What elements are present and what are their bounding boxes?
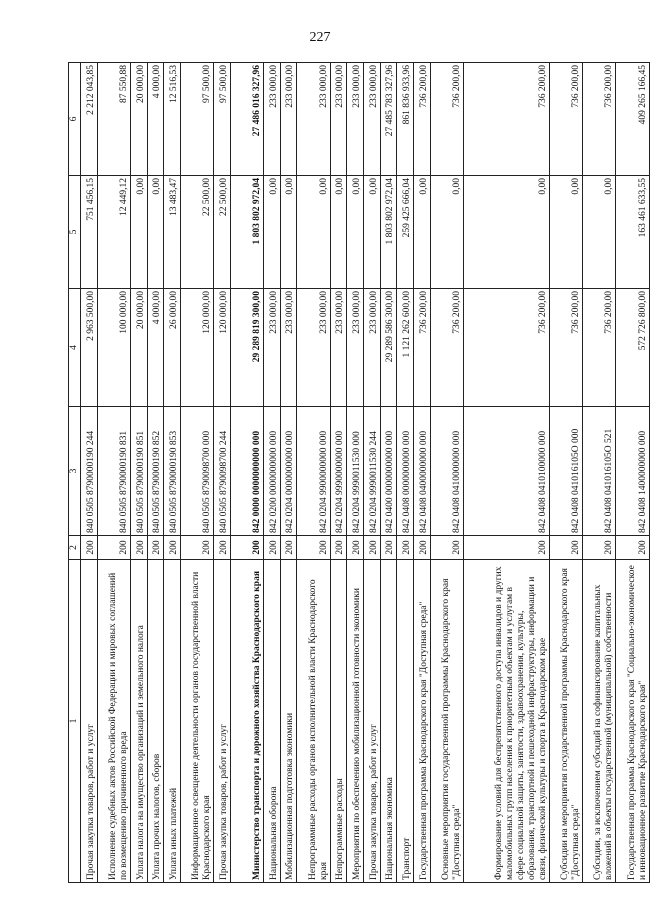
- row-name-cell: Государственная программа Краснодарского края "Доступная среда": [413, 560, 430, 883]
- row-code-cell: 840 0505 8790098700 000: [180, 407, 213, 536]
- row-code-cell: 840 0505 8790000190 852: [147, 407, 164, 536]
- row-col5-cell: 0,00: [280, 176, 297, 289]
- table-row: [330, 63, 347, 883]
- row-name-cell: Субсидии на мероприятия государственной программы Краснодарского края "Доступная среда": [549, 560, 582, 883]
- row-code-cell: 842 0408 041016105О 000: [549, 407, 582, 536]
- table-row: [297, 63, 330, 883]
- row-col4-cell: 736 200,00: [583, 289, 616, 407]
- row-col6-cell: 233 000,00: [347, 63, 364, 176]
- row-col5-cell: 0,00: [463, 176, 549, 289]
- row-col6-cell: 27 485 783 327,96: [380, 63, 397, 176]
- table-row: [147, 63, 164, 883]
- table-row: [230, 63, 263, 883]
- row-col6-cell: 233 000,00: [297, 63, 330, 176]
- row-col5-cell: 0,00: [147, 176, 164, 289]
- row-name-cell: Непрограммные расходы органов исполнительной власти Краснодарского края: [297, 560, 330, 883]
- row-col2-cell: 200: [397, 536, 414, 560]
- row-col6-cell: 4 000,00: [147, 63, 164, 176]
- row-col5-cell: 0,00: [297, 176, 330, 289]
- row-col2-cell: 200: [180, 536, 213, 560]
- row-name-cell: Основные мероприятия государственной программы Краснодарского края "Доступная среда": [430, 560, 463, 883]
- row-name-cell: Транспорт: [397, 560, 414, 883]
- row-col2-cell: 200: [81, 536, 98, 560]
- row-col5-cell: 0,00: [330, 176, 347, 289]
- row-col6-cell: 97 500,00: [180, 63, 213, 176]
- row-col4-cell: 29 289 586 300,00: [380, 289, 397, 407]
- row-col4-cell: 2 963 500,00: [81, 289, 98, 407]
- table-row: [130, 63, 147, 883]
- row-code-cell: 842 0204 9900000000 000: [297, 407, 330, 536]
- table-row: [164, 63, 181, 883]
- row-name-cell: Субсидии, за исключением субсидий на софинансирование капитальных вложений в объекты государственной (муниципальной) собственности: [583, 560, 616, 883]
- row-col5-cell: 0,00: [363, 176, 380, 289]
- row-code-cell: 842 0408 0000000000 000: [397, 407, 414, 536]
- row-code-cell: 842 0204 9990011530 244: [363, 407, 380, 536]
- row-name-cell: Государственная программа Краснодарского края "Социально-экономическое и инновационное развитие Краснодарского края": [616, 560, 650, 883]
- row-col2-cell: 200: [380, 536, 397, 560]
- row-col4-cell: 736 200,00: [463, 289, 549, 407]
- row-col4-cell: 233 000,00: [330, 289, 347, 407]
- row-col5-cell: 0,00: [430, 176, 463, 289]
- row-code-cell: 840 0505 8790000190 853: [164, 407, 181, 536]
- page-number: 227: [309, 30, 331, 45]
- row-name-cell: Прочая закупка товаров, работ и услуг: [214, 560, 231, 883]
- row-code-cell: 842 0200 0000000000 000: [264, 407, 281, 536]
- row-col5-cell: 13 483,47: [164, 176, 181, 289]
- row-name-cell: Уплата налога на имущество организаций и земельного налога: [130, 560, 147, 883]
- row-col5-cell: 751 456,15: [81, 176, 98, 289]
- row-col4-cell: 26 000,00: [164, 289, 181, 407]
- row-col2-cell: 200: [214, 536, 231, 560]
- row-name-cell: Прочая закупка товаров, работ и услуг: [363, 560, 380, 883]
- row-name-cell: Министерство транспорта и дорожного хозяйства Краснодарского края: [230, 560, 263, 883]
- row-col6-cell: 2 212 043,85: [81, 63, 98, 176]
- row-col6-cell: 97 500,00: [214, 63, 231, 176]
- row-code-cell: 842 0408 0400000000 000: [413, 407, 430, 536]
- row-col4-cell: 120 000,00: [214, 289, 231, 407]
- row-col5-cell: 0,00: [347, 176, 364, 289]
- row-code-cell: 842 0408 1400000000 000: [616, 407, 650, 536]
- row-col4-cell: 233 000,00: [297, 289, 330, 407]
- row-col4-cell: 20 000,00: [130, 289, 147, 407]
- table-row: [264, 63, 281, 883]
- row-col5-cell: 0,00: [130, 176, 147, 289]
- row-col2-cell: 200: [264, 536, 281, 560]
- budget-table: [68, 62, 650, 883]
- row-col4-cell: 120 000,00: [180, 289, 213, 407]
- row-name-cell: Исполнение судебных актов Российской Федерации и мировых соглашений по возмещению причиненного вреда: [97, 560, 130, 883]
- row-code-cell: 842 0204 9990000000 000: [330, 407, 347, 536]
- rotated-table-container: [68, 63, 650, 883]
- row-col4-cell: 736 200,00: [549, 289, 582, 407]
- row-col5-cell: 1 803 802 972,04: [380, 176, 397, 289]
- row-col2-cell: 200: [549, 536, 582, 560]
- row-col4-cell: 4 000,00: [147, 289, 164, 407]
- row-col5-cell: 12 449,12: [97, 176, 130, 289]
- row-code-cell: 840 0505 8790000190 851: [130, 407, 147, 536]
- row-col5-cell: 0,00: [264, 176, 281, 289]
- row-col4-cell: 736 200,00: [413, 289, 430, 407]
- row-col2-cell: 200: [330, 536, 347, 560]
- row-col2-cell: 200: [616, 536, 650, 560]
- row-col5-cell: 22 500,00: [214, 176, 231, 289]
- row-col5-cell: 0,00: [413, 176, 430, 289]
- row-col2-cell: 200: [164, 536, 181, 560]
- row-col2-cell: 200: [97, 536, 130, 560]
- row-name-cell: Уплата прочих налогов, сборов: [147, 560, 164, 883]
- col-header-3: 3: [69, 407, 81, 536]
- row-col5-cell: 1 803 802 972,04: [230, 176, 263, 289]
- row-col4-cell: 233 000,00: [363, 289, 380, 407]
- row-col6-cell: 233 000,00: [280, 63, 297, 176]
- row-col6-cell: 861 836 933,96: [397, 63, 414, 176]
- row-col4-cell: 233 000,00: [347, 289, 364, 407]
- col-header-5: 5: [69, 176, 81, 289]
- row-name-cell: Прочая закупка товаров, работ и услуг: [81, 560, 98, 883]
- row-col6-cell: 736 200,00: [413, 63, 430, 176]
- row-code-cell: 840 0505 8790098700 244: [214, 407, 231, 536]
- table-row: [463, 63, 549, 883]
- row-col2-cell: 200: [347, 536, 364, 560]
- row-col5-cell: 163 461 633,55: [616, 176, 650, 289]
- row-col5-cell: 22 500,00: [180, 176, 213, 289]
- table-row: [180, 63, 213, 883]
- table-row: [397, 63, 414, 883]
- row-code-cell: 840 0505 8790000190 244: [81, 407, 98, 536]
- row-col5-cell: 0,00: [583, 176, 616, 289]
- row-name-cell: Мероприятия по обеспечению мобилизационной готовности экономики: [347, 560, 364, 883]
- row-name-cell: Национальная экономика: [380, 560, 397, 883]
- row-col2-cell: 200: [583, 536, 616, 560]
- row-col6-cell: 736 200,00: [549, 63, 582, 176]
- row-code-cell: 842 0408 0410100000 000: [463, 407, 549, 536]
- table-row: [380, 63, 397, 883]
- table-row: [616, 63, 650, 883]
- row-name-cell: Мобилизационная подготовка экономики: [280, 560, 297, 883]
- table-row: [549, 63, 582, 883]
- table-row: [97, 63, 130, 883]
- row-col4-cell: 233 000,00: [280, 289, 297, 407]
- row-col4-cell: 736 200,00: [430, 289, 463, 407]
- row-col4-cell: 233 000,00: [264, 289, 281, 407]
- row-col2-cell: 200: [363, 536, 380, 560]
- row-col2-cell: 200: [280, 536, 297, 560]
- row-col4-cell: 100 000,00: [97, 289, 130, 407]
- row-col5-cell: 259 425 666,04: [397, 176, 414, 289]
- row-code-cell: 842 0000 0000000000 000: [230, 407, 263, 536]
- table-row: [413, 63, 430, 883]
- row-name-cell: Уплата иных платежей: [164, 560, 181, 883]
- row-code-cell: 840 0505 8790000190 831: [97, 407, 130, 536]
- row-name-cell: Информационное освещение деятельности органов государственной власти Краснодарского края: [180, 560, 213, 883]
- table-row: [430, 63, 463, 883]
- col-header-4: 4: [69, 289, 81, 407]
- col-header-1: 1: [69, 560, 81, 883]
- row-col6-cell: 409 265 166,45: [616, 63, 650, 176]
- row-code-cell: 842 0204 0000000000 000: [280, 407, 297, 536]
- row-col2-cell: 200: [413, 536, 430, 560]
- row-col6-cell: 20 000,00: [130, 63, 147, 176]
- header-row: [69, 63, 81, 883]
- row-col2-cell: 200: [463, 536, 549, 560]
- col-header-6: 6: [69, 63, 81, 176]
- row-col6-cell: 12 516,53: [164, 63, 181, 176]
- row-name-cell: Непрограммные расходы: [330, 560, 347, 883]
- row-col2-cell: 200: [130, 536, 147, 560]
- row-code-cell: 842 0408 041016105О 521: [583, 407, 616, 536]
- row-col2-cell: 200: [297, 536, 330, 560]
- row-col2-cell: 200: [430, 536, 463, 560]
- table-row: [363, 63, 380, 883]
- row-col4-cell: 572 726 800,00: [616, 289, 650, 407]
- row-col2-cell: 200: [230, 536, 263, 560]
- row-name-cell: Формирование условий для беспрепятственного доступа инвалидов и других маломобильных групп населения к приоритетным объектам и услугам в сфере социальной защиты, занятости, здравоохранения, культуры, образования, транспортной и пешеходной инфраструктуры, информации и связи, физической культуры и спорта в Краснодарском крае: [463, 560, 549, 883]
- row-col5-cell: 0,00: [549, 176, 582, 289]
- table-row: [280, 63, 297, 883]
- row-col4-cell: 29 289 819 300,00: [230, 289, 263, 407]
- row-col6-cell: 233 000,00: [330, 63, 347, 176]
- row-col6-cell: 233 000,00: [363, 63, 380, 176]
- row-col6-cell: 27 486 016 327,96: [230, 63, 263, 176]
- row-code-cell: 842 0204 9990011530 000: [347, 407, 364, 536]
- row-col6-cell: 736 200,00: [583, 63, 616, 176]
- row-col6-cell: 736 200,00: [430, 63, 463, 176]
- table-row: [81, 63, 98, 883]
- table-row: [347, 63, 364, 883]
- row-col2-cell: 200: [147, 536, 164, 560]
- col-header-2: 2: [69, 536, 81, 560]
- row-col6-cell: 233 000,00: [264, 63, 281, 176]
- table-row: [583, 63, 616, 883]
- row-col6-cell: 736 200,00: [463, 63, 549, 176]
- row-name-cell: Национальная оборона: [264, 560, 281, 883]
- row-code-cell: 842 0408 0410000000 000: [430, 407, 463, 536]
- row-col6-cell: 87 550,88: [97, 63, 130, 176]
- table-row: [214, 63, 231, 883]
- row-code-cell: 842 0400 0000000000 000: [380, 407, 397, 536]
- row-col4-cell: 1 121 262 600,00: [397, 289, 414, 407]
